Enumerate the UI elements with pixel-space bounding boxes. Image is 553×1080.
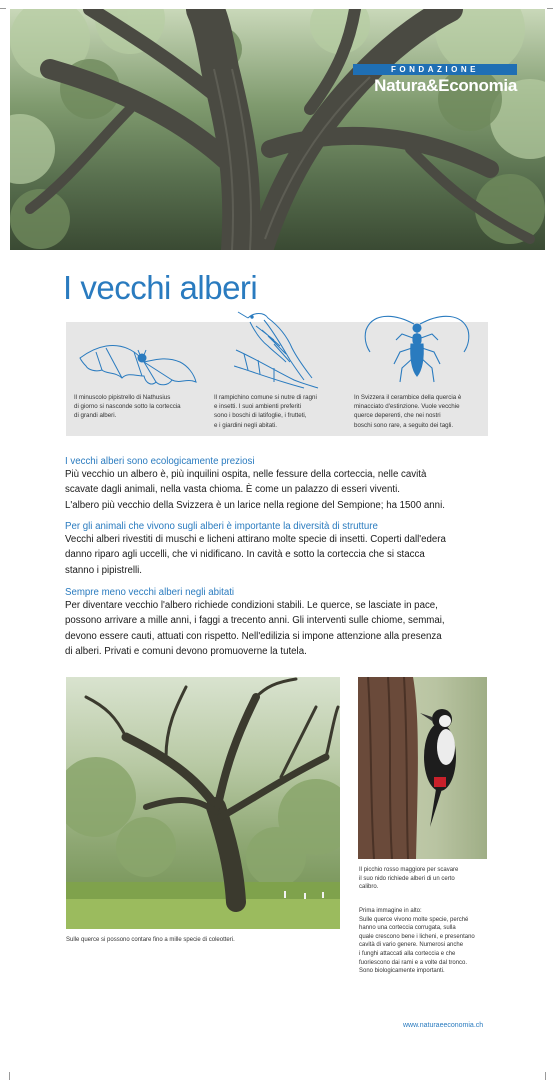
section-body: Vecchi alberi rivestiti di muschi e licheni attirano molte specie di insetti. Coperti dall'edera danno riparo agli uccelli, che vi nidificano. In cavità e sotto la corteccia che si stacca stanno i pipistrelli. <box>65 534 446 576</box>
bird-caption: Il rampichino comune si nutre di ragni e insetti. I suoi ambienti preferiti sono i boschi di latifoglie, i frutteti, e i giardini negli abitati. <box>214 394 317 429</box>
woodpecker-photo <box>358 677 487 859</box>
crop-mark <box>547 8 553 9</box>
hero-tree-photo <box>10 9 545 250</box>
crop-mark <box>0 8 6 9</box>
page-title: I vecchi alberi <box>63 269 258 306</box>
beetle-caption: In Svizzera il cerambice della quercia è minacciato d'estinzione. Vuole vecchie querce deperenti, che nei nostri boschi sono rare, a seguito dei tagli. <box>354 394 462 429</box>
section-heading: I vecchi alberi sono ecologicamente preziosi <box>65 456 255 467</box>
oak-tree-photo <box>66 677 340 929</box>
logo <box>353 64 517 98</box>
illustration-box <box>66 322 488 436</box>
logo-name: Natura&Economia <box>374 76 517 95</box>
website-link[interactable]: www.naturaeeconomia.ch <box>403 1022 484 1029</box>
bat-caption: Il minuscolo pipistrello di Nathusius di giorno si nasconde sotto la corteccia di grandi alberi. <box>74 394 181 420</box>
bat-icon <box>76 326 198 390</box>
oak-caption: Sulle querce si possono contare fino a mille specie di coleotteri. <box>66 937 235 943</box>
logo-foundation-label: FONDAZIONE <box>353 64 517 75</box>
section-body: Per diventare vecchio l'albero richiede condizioni stabili. Le querce, se lasciate in pace, possono arrivare a mille anni, i faggi a trecento anni. Gli interventi sulle chiome, semmai, devono essere cauti, attuati con rispetto. Nell'edilizia si impone attenzione alla presenza di alberi. Privati e comuni devono promuoverne la tutela. <box>65 600 445 657</box>
woodpecker-graphic <box>358 677 487 859</box>
oak-tree-graphic <box>66 677 340 929</box>
beetle-icon <box>362 304 472 386</box>
section-heading: Per gli animali che vivono sugli alberi è importante la diversità di strutture <box>65 521 378 532</box>
section-heading: Sempre meno vecchi alberi negli abitati <box>65 587 235 598</box>
crop-mark <box>545 1072 546 1080</box>
woodpecker-caption: Il picchio rosso maggiore per scavare il suo nido richiede alberi di un certo calibro. <box>359 867 459 891</box>
section-body: Più vecchio un albero è, più inquilini ospita, nelle fessure della corteccia, nelle cavità scavate dagli animali, nella vasta chioma. È come un palazzo di esseri viventi. L'albero più vecchio della Svizzera è un larice nella regione del Sempione; ha 1500 anni. <box>65 469 445 511</box>
crop-mark <box>9 1072 10 1080</box>
hero-photo-caption: Prima immagine in alto: Sulle querce vivono molte specie, perché hanno una corteccia corrugata, sulla quale crescono bene i licheni, e presentano cavità di vario genere. Numerosi anche i funghi attaccati alla corteccia e che fuoriescono dai rami e a volte dal tronco. Sono biologicamente importanti. <box>359 908 475 975</box>
hero-tree-graphic <box>10 9 545 250</box>
bird-icon <box>234 310 320 390</box>
